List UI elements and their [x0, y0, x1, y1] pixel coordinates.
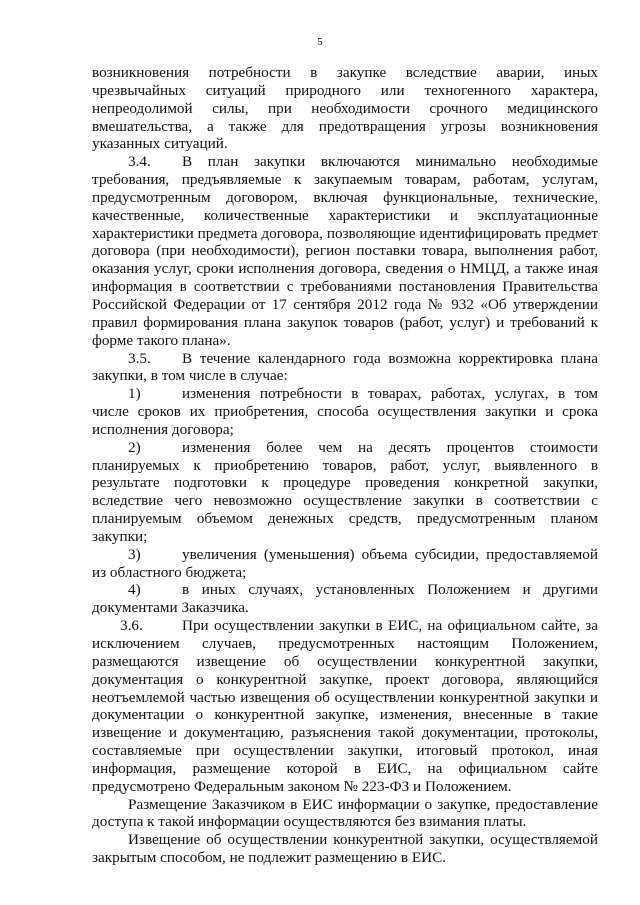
- list-item-number: 2): [128, 438, 141, 456]
- list-item-text: изменения более чем на десять процентов стоимости планируемых к приобретению товаров, работ, услуг, выявленного в результате подготовки к процедуре проведения конкретной закупки, вследствие чего невозможно осуществление закупки в соответствии с планируемым объемом денежных средств, предусмотренным планом закупки;: [92, 438, 598, 545]
- paragraph-text: возникновения потребности в закупке вследствие аварии, иных чрезвычайных ситуаций природного или техногенного характера, непреодолимой силы, при необходимости срочного медицинского вмешательства, а также для предотвращения угрозы возникновения указанных ситуаций.: [92, 64, 598, 153]
- list-item-1: [92, 385, 598, 439]
- paragraph-continuation: [92, 64, 598, 153]
- paragraph-plain: [92, 831, 598, 867]
- page-number: 5: [317, 36, 323, 48]
- clause-3-5: [92, 350, 598, 386]
- list-item-text: изменения потребности в товарах, работах, услугах, в том числе сроков их приобретения, способа осуществления закупки и срока исполнения договора;: [92, 385, 598, 438]
- clause-number: 3.4.: [128, 153, 151, 171]
- clause-text: При осуществлении закупки в ЕИС, на официальном сайте, за исключением случаев, предусмотренных настоящим Положением, размещаются извещение об осуществлении конкурентной закупки, документация о конкурентной закупке, проект договора, являющийся неотъемлемой частью извещения об осуществлении конкурентной закупки и документации о конкурентной закупке, изменения, внесенные в такие извещение и документацию, разъяснения такой документации, протоколы, составляемые при осуществлении закупки, итоговый протокол, иная информация, размещение которой в ЕИС, на официальном сайте предусмотрено Федеральным законом № 223-ФЗ и Положением.: [92, 617, 598, 795]
- list-item-text: в иных случаях, установленных Положением и другими документами Заказчика.: [92, 581, 598, 617]
- list-item-number: 1): [128, 385, 141, 403]
- clause-number: 3.5.: [128, 349, 151, 367]
- list-item-number: 4): [128, 581, 141, 599]
- paragraph-text: Извещение об осуществлении конкурентной закупки, осуществляемой закрытым способом, не подлежит размещению в ЕИС.: [92, 831, 598, 867]
- list-item-3: [92, 546, 598, 582]
- clause-3-6: [92, 617, 598, 795]
- clause-text: В течение календарного года возможна корректировка плана закупки, в том числе в случае:: [92, 349, 598, 385]
- document-body: [92, 64, 598, 867]
- paragraph-text: Размещение Заказчиком в ЕИС информации о закупке, предоставление доступа к такой информации осуществляются без взимания платы.: [92, 795, 598, 831]
- clause-text: В план закупки включаются минимально необходимые требования, предъявляемые к закупаемым товарам, работам, услугам, предусмотренным договором, включая функциональные, технические, качественные, количественные характеристики и эксплуатационные характеристики предмета договора, позволяющие идентифицировать предмет договора (при необходимости), регион поставки товара, выполнения работ, оказания услуг, сроки исполнения договора, сведения о НМЦД, а также иная информация в соответствии с требованиями постановления Правительства Российской Федерации от 17 сентября 2012 года № 932 «Об утверждении правил формирования плана закупок товаров (работ, услуг) и требований к форме такого плана».: [92, 153, 598, 349]
- paragraph-plain: [92, 796, 598, 832]
- list-item-4: [92, 581, 598, 617]
- list-item-number: 3): [128, 545, 141, 563]
- clause-number: 3.6.: [120, 617, 143, 635]
- clause-3-4: [92, 153, 598, 349]
- list-item-text: увеличения (уменьшения) объема субсидии, предоставляемой из областного бюджета;: [92, 545, 598, 581]
- list-item-2: [92, 439, 598, 546]
